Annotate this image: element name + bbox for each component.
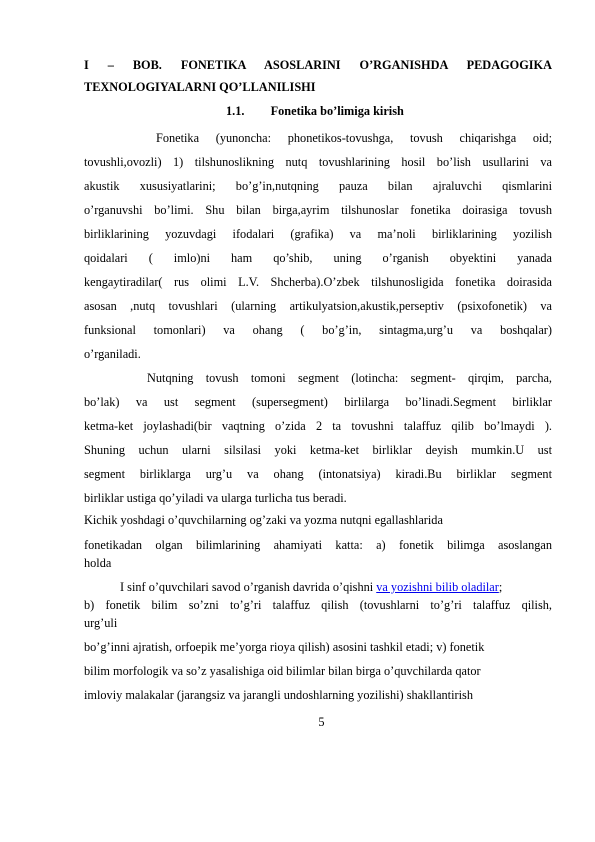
paragraph1-line: funksional tomonlari) va ohang ( bo’g’in, sintagma,urg’u va boshqalar)	[84, 323, 552, 337]
section-title: Fonetika bo’limiga kirish	[270, 104, 404, 118]
paragraph5-line: imloviy malakalar (jarangsiz va jarangli undoshlarning yozilishi) shakllantirish	[84, 688, 473, 702]
paragraph2-line: birliklar ustiga qo’yiladi va ularga turlicha tus beradi.	[84, 491, 347, 505]
paragraph4-line3: urg’uli	[84, 616, 118, 630]
paragraph1-line: tovushli,ovozli) 1) tilshunoslikning nutq tovushlarining hosil bo’lish usullarini va	[84, 155, 552, 169]
paragraph2-line: segment birliklarga urg’u va ohang (intonatsiya) kiradi.Bu birliklar segment	[84, 467, 552, 481]
page-number: 5	[318, 715, 325, 729]
paragraph3-line: holda	[84, 556, 112, 570]
inline-link[interactable]: va yozishni bilib oladilar	[376, 580, 499, 594]
paragraph5-line: bo’g’inni ajratish, orfoepik me’yorga rioya qilish) asosini tashkil etadi; v) fonetik	[84, 640, 485, 654]
paragraph2-line: Shuning uchun ularni silsilasi yoki ketma-ket birliklar deyish mumkin.U ust	[84, 443, 552, 457]
paragraph3-line: fonetikadan olgan bilimlarining ahamiyati katta: a) fonetik bilimga asoslangan	[84, 538, 552, 552]
paragraph1-line: qoidalari ( imlo)ni ham qo’shib, uning o’rganish obyektini yanada	[84, 251, 552, 265]
chapter-title-line2: TEXNOLOGIYALARNI QO’LLANILISHI	[84, 80, 316, 94]
paragraph1-line: o’rganuvshi bo’limi. Shu bilan birga,ayrim tilshunoslar fonetika doirasiga tovush	[84, 203, 552, 217]
paragraph1-line: kengaytiradilar( rus olimi L.V. Shcherba).O’zbek tilshunosligida fonetika doirasida	[84, 275, 552, 289]
paragraph2-line: Nutqning tovush tomoni segment (lotincha: segment- qirqim, parcha,	[147, 371, 552, 385]
chapter-title-line1: I – BOB. FONETIKA ASOSLARINI O’RGANISHDA PEDAGOGIKA	[84, 58, 552, 72]
paragraph4-line2: b) fonetik bilim so’zni to’g’ri talaffuz qilish (tovushlarni to’g’ri talaffuz qilish,	[84, 598, 552, 612]
paragraph5-line: bilim morfologik va so’z yasalishiga oid bilimlar bilan birga o’quvchilarda qator	[84, 664, 481, 678]
paragraph4-line1	[120, 580, 502, 595]
paragraph1-line: akustik xususiyatlarini; bo’g’in,nutqning pauza bilan ajraluvchi qismlarini	[84, 179, 552, 193]
paragraph2-line: bo’lak) va ust segment (supersegment) birlilarga bo’linadi.Segment birliklar	[84, 395, 552, 409]
paragraph4-punct: ;	[498, 580, 503, 594]
paragraph3-line: Kichik yoshdagi o’quvchilarning og’zaki va yozma nutqni egallashlarida	[84, 513, 443, 527]
paragraph1-line: Fonetika (yunoncha: phonetikos-tovushga, tovush chiqarishga oid;	[156, 131, 552, 145]
section-heading	[226, 104, 404, 119]
paragraph4-text: I sinf o’quvchilari savod o’rganish davrida o’qishni	[120, 580, 377, 594]
paragraph1-line: asosan ,nutq tovushlari (ularning artikulyatsion,akustik,perseptiv (psixofonetik) va	[84, 299, 552, 313]
paragraph2-line: ketma-ket joylashadi(bir vaqtning o’zida 2 ta tovushni talaffuz qilib bo’lmaydi ).	[84, 419, 552, 433]
paragraph1-line: o’rganiladi.	[84, 347, 141, 361]
section-number: 1.1.	[226, 104, 245, 118]
paragraph1-line: birliklarining yozuvdagi ifodalari (grafika) va ma’noli birliklarining yozilish	[84, 227, 552, 241]
